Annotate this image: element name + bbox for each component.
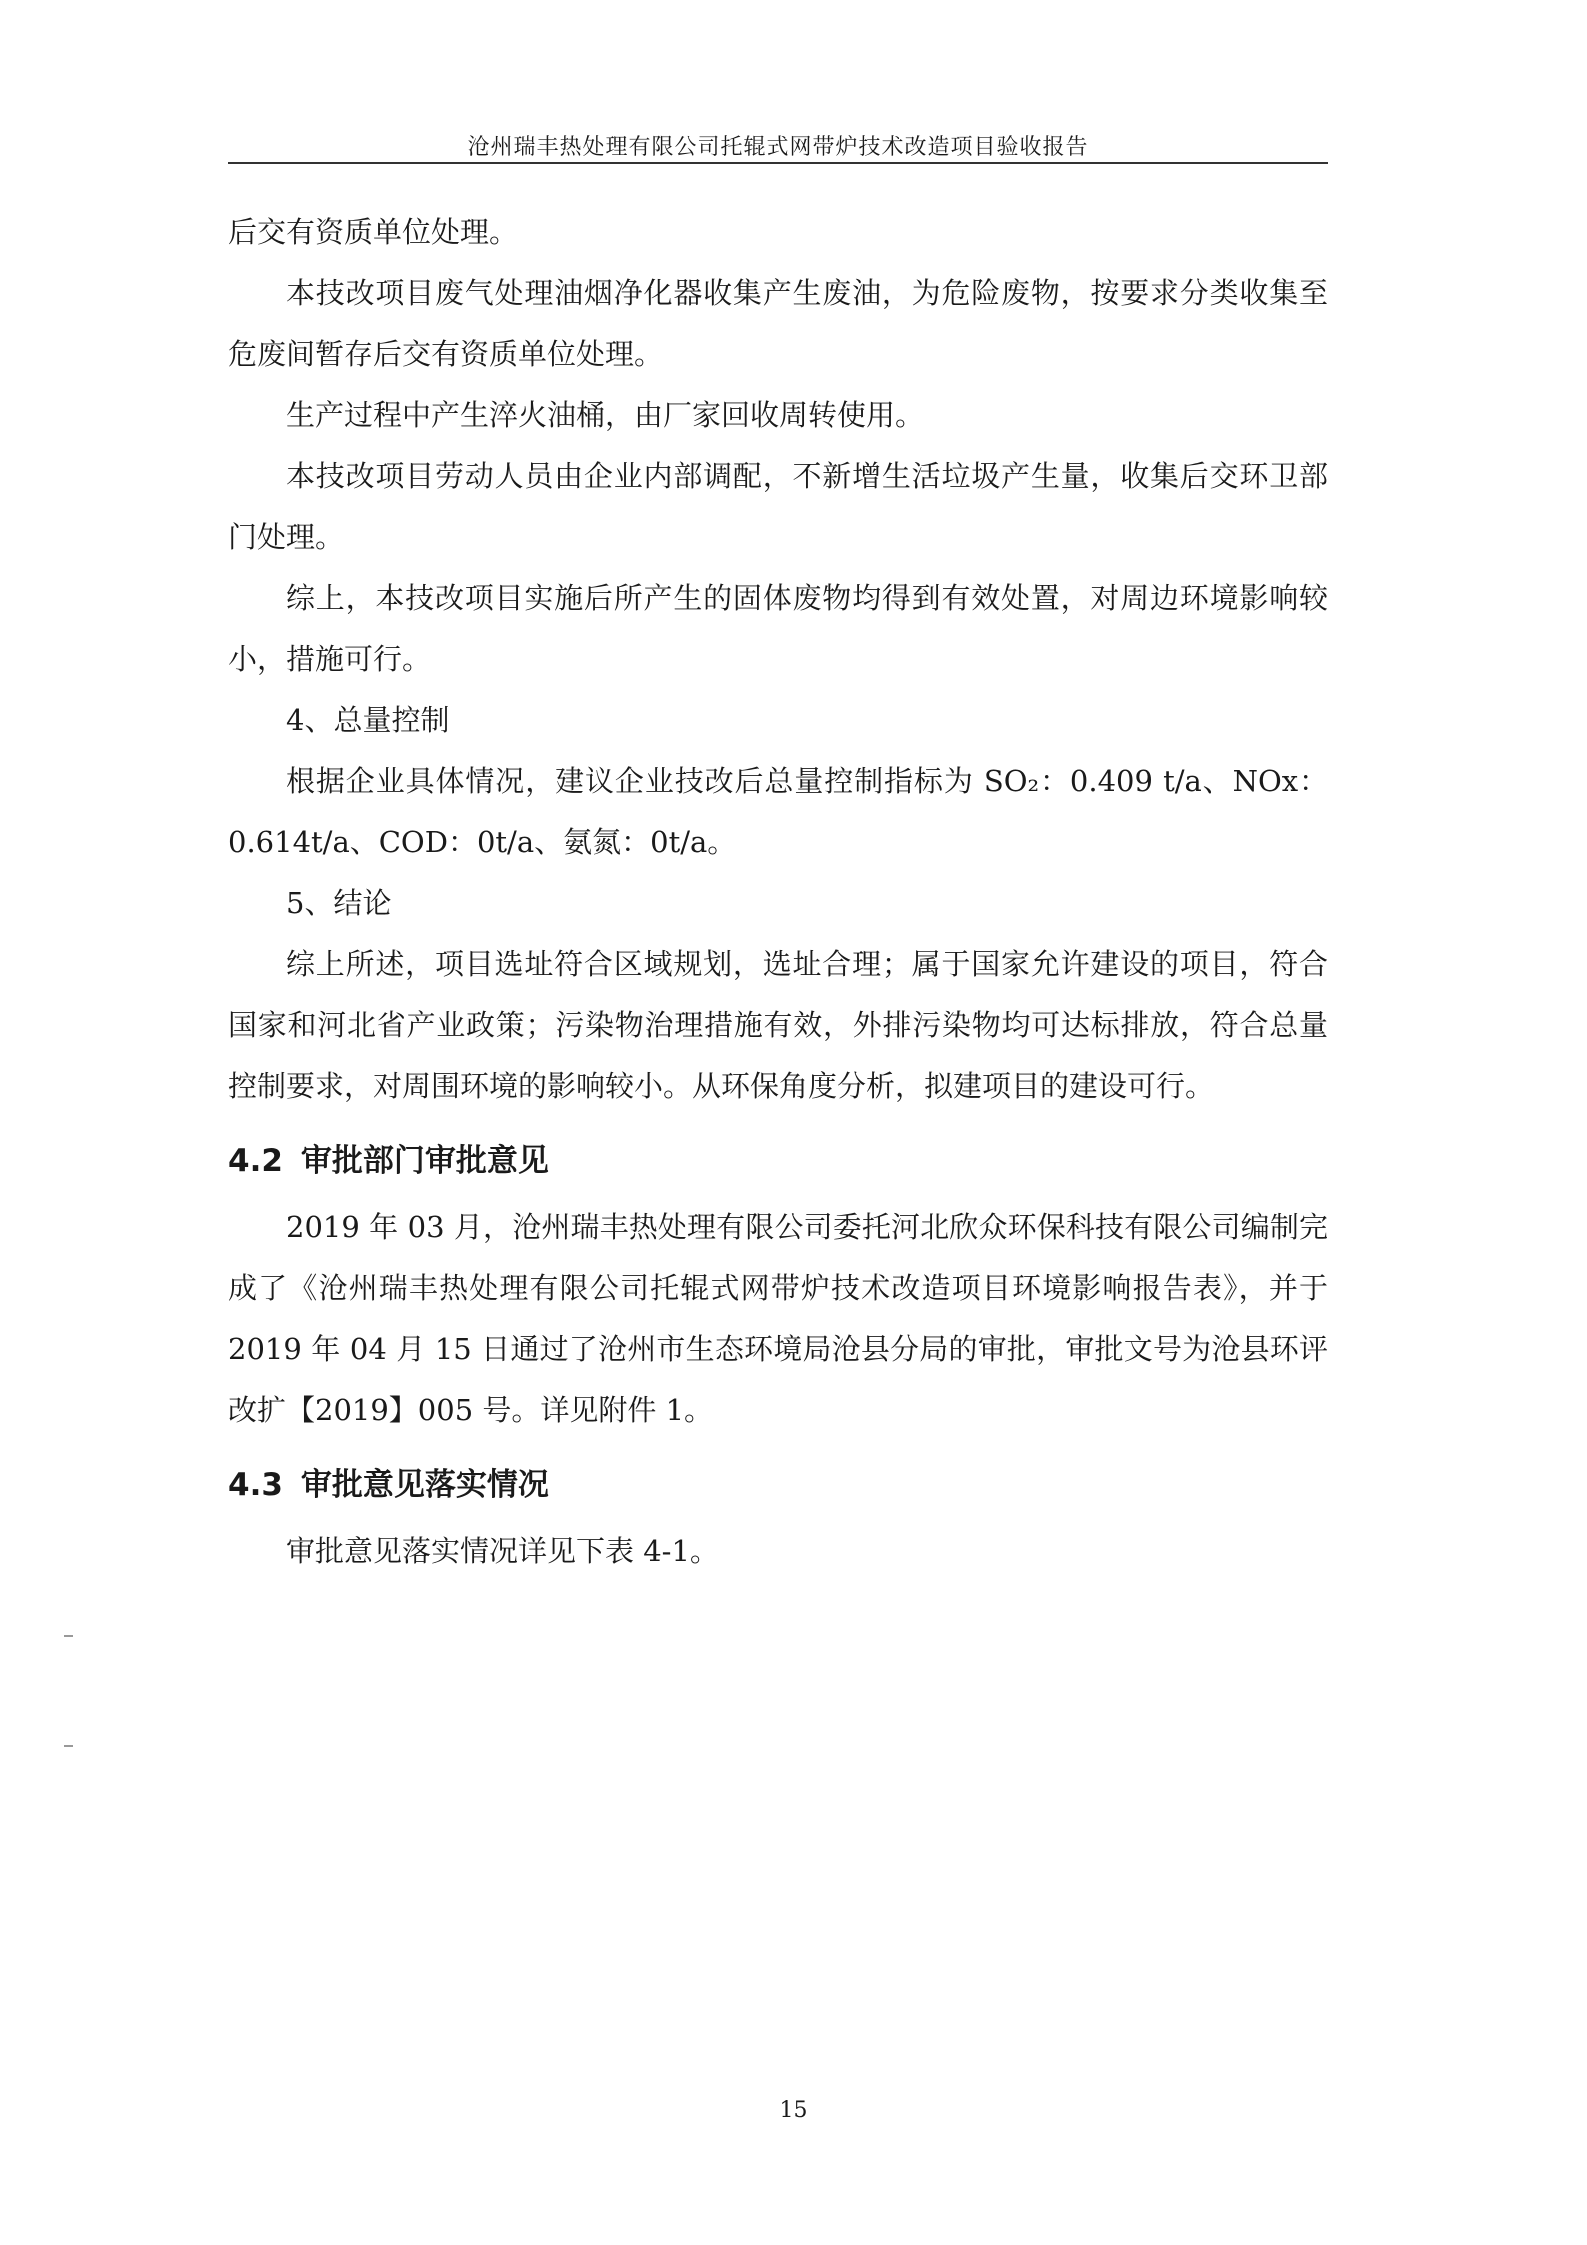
scan-margin-mark: [64, 1635, 73, 1637]
page-body: [228, 202, 1328, 1582]
subheading-conclusion: 5、结论: [286, 886, 392, 920]
paragraph-approval-opinion: 2019 年 03 月，沧州瑞丰热处理有限公司委托河北欣众环保科技有限公司编制完成了《沧州瑞丰热处理有限公司托辊式网带炉技术改造项目环境影响报告表》，并于 2019 年 04 月 15 日通过了沧州市生态环境局沧县分局的审批，审批文号为沧县环评改扩【2019】005 号。详见附件 1。: [228, 1210, 1328, 1427]
scan-margin-mark: [64, 1745, 73, 1747]
section-title: 审批部门审批意见: [300, 1143, 549, 1179]
paragraph-continuation: 后交有资质单位处理。: [228, 215, 519, 249]
paragraph-solid-waste-summary: 综上，本技改项目实施后所产生的固体废物均得到有效处置，对周边环境影响较小，措施可行。: [228, 581, 1328, 676]
section-number: 4.3: [228, 1467, 283, 1503]
paragraph-domestic-waste: 本技改项目劳动人员由企业内部调配，不新增生活垃圾产生量，收集后交环卫部门处理。: [228, 459, 1328, 554]
header-rule: [228, 162, 1328, 164]
paragraph-conclusion: 综上所述，项目选址符合区域规划，选址合理；属于国家允许建设的项目，符合国家和河北省产业政策；污染物治理措施有效，外排污染物均可达标排放，符合总量控制要求，对周围环境的影响较小。从环保角度分析，拟建项目的建设可行。: [228, 947, 1328, 1103]
paragraph-oil-drum: 生产过程中产生淬火油桶，由厂家回收周转使用。: [286, 398, 925, 432]
paragraph-total-control: 根据企业具体情况，建议企业技改后总量控制指标为 SO₂：0.409 t/a、NOx：0.614t/a、COD：0t/a、氨氮：0t/a。: [228, 764, 1328, 859]
section-title: 审批意见落实情况: [300, 1467, 549, 1503]
page-number: 15: [779, 2098, 808, 2123]
subheading-total-control: 4、总量控制: [286, 703, 450, 737]
running-header-title: 沧州瑞丰热处理有限公司托辊式网带炉技术改造项目验收报告: [467, 135, 1089, 160]
section-heading-4-3: [228, 1465, 1328, 1505]
paragraph-implementation: 审批意见落实情况详见下表 4-1。: [286, 1534, 719, 1568]
section-heading-4-2: [228, 1141, 1328, 1181]
section-number: 4.2: [228, 1143, 283, 1179]
paragraph-waste-oil: 本技改项目废气处理油烟净化器收集产生废油，为危险废物，按要求分类收集至危废间暂存后交有资质单位处理。: [228, 276, 1328, 371]
